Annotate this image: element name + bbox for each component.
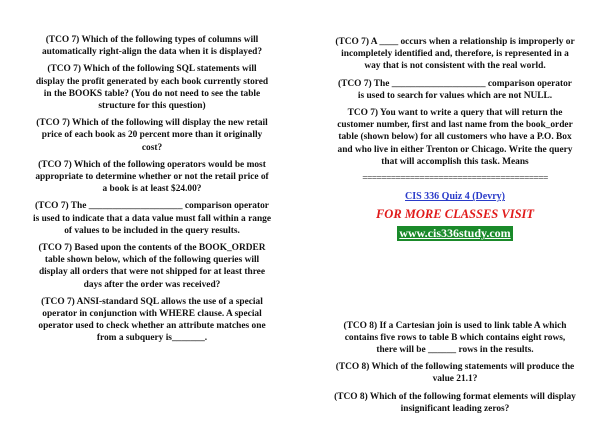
question-text: (TCO 7) Which of the following operators would be most appropriate to determine whether or not the retail price of a book is at least $24.00? — [35, 159, 269, 195]
question-text: (TCO 7) The ____________________ comparison operator is used to search for values which are not NULL. — [338, 78, 572, 101]
question-text: (TCO 8) If a Cartesian join is used to link table A which contains five rows to table B which contains eight rows, there will be ______ rows in the results. — [343, 320, 567, 356]
question-text: TCO 7) You want to write a query that will return the customer number, first and last name from the book_order table (shown below) for all customers who have a P.O. Box and who live in either Trenton or Chicago. Write the query that will accomplish this task. Means — [337, 108, 573, 167]
question-text: (TCO 7) Which of the following will display the new retail price of each book as 20 percent more than it originally cost? — [36, 118, 268, 153]
left-column — [32, 34, 272, 350]
right-column — [334, 36, 576, 420]
question-text: (TCO 7) Which of the following types of columns will automatically right-align the data when it is displayed? — [41, 35, 263, 58]
site-link-box[interactable] — [334, 226, 576, 241]
question-text: (TCO 8) Which of the following statements will produce the value 21.1? — [335, 362, 575, 385]
question-text: (TCO 7) Based upon the contents of the BOOK_ORDER table shown below, which of the following queries will display all orders that were not shipped for at least three days after the order was received? — [38, 243, 266, 290]
question-text: (TCO 7) ANSI-standard SQL allows the use of a special operator in conjunction with WHERE clause. A special operator used to check whether an attribute matches one from a subquery is_______. — [38, 296, 266, 344]
question-text: (TCO 7) A ____ occurs when a relationship is improperly or incompletely identified and, therefore, is represented in a way that is not consistent with the real world. — [335, 37, 575, 72]
blank-space — [334, 242, 576, 320]
question-text: (TCO 8) Which of the following format elements will display insignificant leading zeros? — [334, 391, 576, 414]
quiz-title-link[interactable]: CIS 336 Quiz 4 (Devry) — [405, 191, 505, 203]
promo-text: FOR MORE CLASSES VISIT — [375, 207, 535, 222]
site-link[interactable]: www.cis336study.com — [399, 226, 511, 241]
question-text: (TCO 7) The ____________________ comparison operator is used to indicate that a data value must fall within a range of values to be included in the query results. — [32, 201, 272, 236]
separator-line: ======================================= — [362, 174, 548, 185]
question-text: (TCO 7) Which of the following SQL statements will display the profit generated by each book currently stored in the BOOKS table? (You do not need to see the table structure for this question) — [35, 64, 269, 112]
